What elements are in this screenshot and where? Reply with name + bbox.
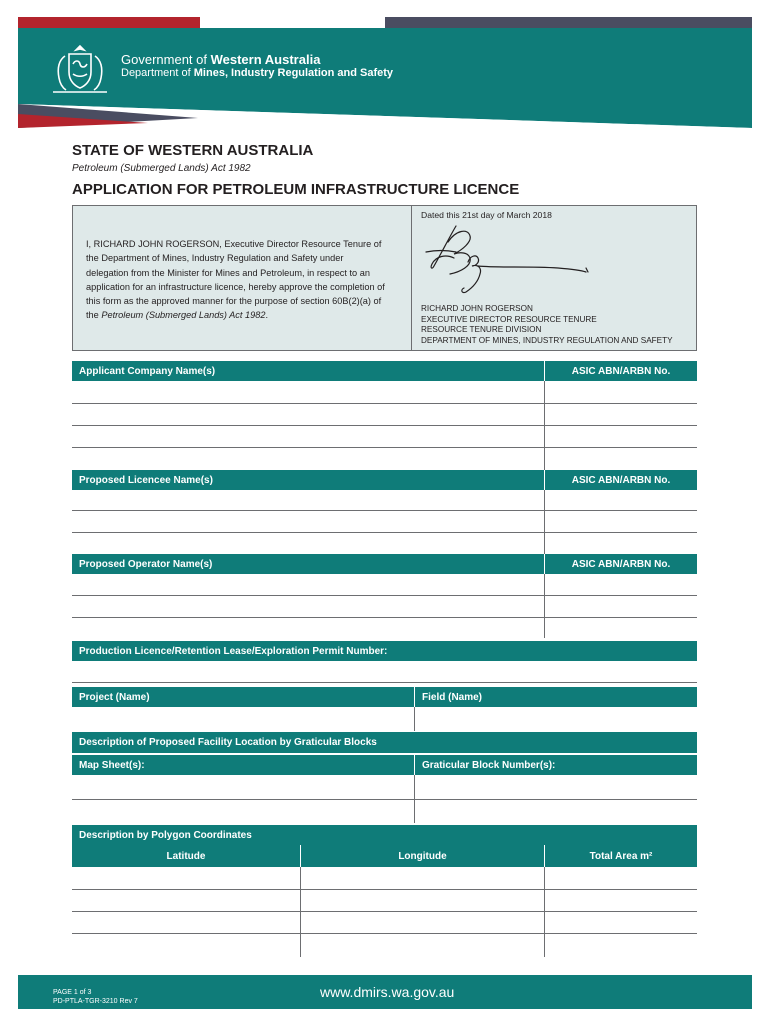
signatory-name: RICHARD JOHN ROGERSON (421, 304, 533, 313)
polygon-coordinates-label: Description by Polygon Coordinates (79, 829, 252, 841)
delegation-text-end: . (265, 310, 268, 321)
project-field-header (72, 687, 697, 707)
department-line (121, 67, 393, 79)
header-strip-gap (200, 17, 385, 28)
form-code: PD-PTLA-TGR-3210 Rev 7 (53, 998, 138, 1005)
government-line (121, 52, 320, 67)
operator-row-line[interactable] (72, 617, 697, 618)
proposed-licencee-label: Proposed Licencee Name(s) (79, 474, 213, 486)
coordinates-row-line[interactable] (72, 889, 697, 890)
production-licence-field[interactable] (72, 682, 697, 683)
gov-prefix: Government of (121, 52, 211, 67)
licencee-column-divider (544, 490, 545, 554)
proposed-operator-label: Proposed Operator Name(s) (79, 558, 213, 570)
latitude-label: Latitude (166, 850, 206, 862)
latitude-longitude-divider (300, 867, 301, 957)
longitude-area-divider (544, 867, 545, 957)
production-licence-label: Production Licence/Retention Lease/Exploration Permit Number: (79, 645, 388, 657)
signatory-title: EXECUTIVE DIRECTOR RESOURCE TENURE (421, 314, 597, 324)
header-strip-red (18, 17, 200, 28)
handwritten-signature (418, 222, 593, 304)
website-link[interactable]: www.dmirs.wa.gov.au (320, 984, 455, 1000)
operator-column-divider (544, 574, 545, 638)
map-sheet-header (72, 755, 697, 775)
licencee-row-line[interactable] (72, 510, 697, 511)
delegation-text-act: Petroleum (Submerged Lands) Act 1982 (101, 310, 266, 321)
act-title: Petroleum (Submerged Lands) Act 1982 (72, 163, 251, 174)
applicant-row-line[interactable] (72, 425, 697, 426)
facility-location-header (72, 732, 697, 753)
production-licence-header (72, 641, 697, 661)
signatory-department: DEPARTMENT OF MINES, INDUSTRY REGULATION AND SAFETY (421, 335, 673, 345)
applicant-company-header (72, 361, 697, 381)
asic-label-3: ASIC ABN/ARBN No. (544, 554, 697, 574)
page-number: PAGE 1 of 3 (53, 989, 92, 996)
coordinates-row-line[interactable] (72, 933, 697, 934)
header-strip-slate (385, 17, 752, 28)
proposed-licencee-header (72, 470, 697, 490)
graticular-block-label: Graticular Block Number(s): (414, 755, 697, 775)
state-title: STATE OF WESTERN AUSTRALIA (72, 142, 314, 159)
proposed-operator-header (72, 554, 697, 574)
dated-line: Dated this 21st day of March 2018 (421, 210, 552, 220)
delegation-statement (86, 237, 386, 323)
applicant-row-line[interactable] (72, 403, 697, 404)
applicant-row-line[interactable] (72, 447, 697, 448)
dept-prefix: Department of (121, 67, 194, 79)
operator-row-line[interactable] (72, 595, 697, 596)
header-colour-strip (18, 17, 752, 28)
footer-page-info (53, 988, 138, 1006)
licencee-row-line[interactable] (72, 532, 697, 533)
gov-bold: Western Australia (210, 52, 321, 67)
longitude-label: Longitude (300, 845, 544, 867)
application-title: APPLICATION FOR PETROLEUM INFRASTRUCTURE LICENCE (72, 181, 520, 198)
coordinates-columns-header (72, 845, 697, 867)
wa-crest-icon (45, 42, 115, 97)
facility-location-label: Description of Proposed Facility Location by Graticular Blocks (79, 737, 377, 748)
polygon-coordinates-header (72, 825, 697, 845)
applicant-company-label: Applicant Company Name(s) (79, 365, 216, 377)
dept-bold: Mines, Industry Regulation and Safety (193, 67, 394, 79)
delegation-divider (411, 205, 412, 351)
project-name-label: Project (Name) (79, 691, 150, 703)
map-sheet-row-line[interactable] (72, 799, 697, 800)
asic-label-1: ASIC ABN/ARBN No. (544, 361, 697, 381)
signatory-details (421, 304, 673, 346)
signatory-division: RESOURCE TENURE DIVISION (421, 325, 542, 334)
field-name-label: Field (Name) (414, 687, 697, 707)
asic-label-2: ASIC ABN/ARBN No. (544, 470, 697, 490)
delegation-text-main: I, RICHARD JOHN ROGERSON, Executive Director Resource Tenure of the Department of Mines, Industry Regulation and Safety under delegation from the Minister for Mines and Petroleum, in respect to an application for an infrastructure licence, hereby approve the completion of this form as the approved manner for the purpose of section 60B(2)(a) of the (86, 239, 385, 321)
total-area-label: Total Area m² (544, 845, 697, 867)
map-sheets-label: Map Sheet(s): (79, 759, 145, 771)
project-field-divider (414, 707, 415, 731)
coordinates-row-line[interactable] (72, 911, 697, 912)
